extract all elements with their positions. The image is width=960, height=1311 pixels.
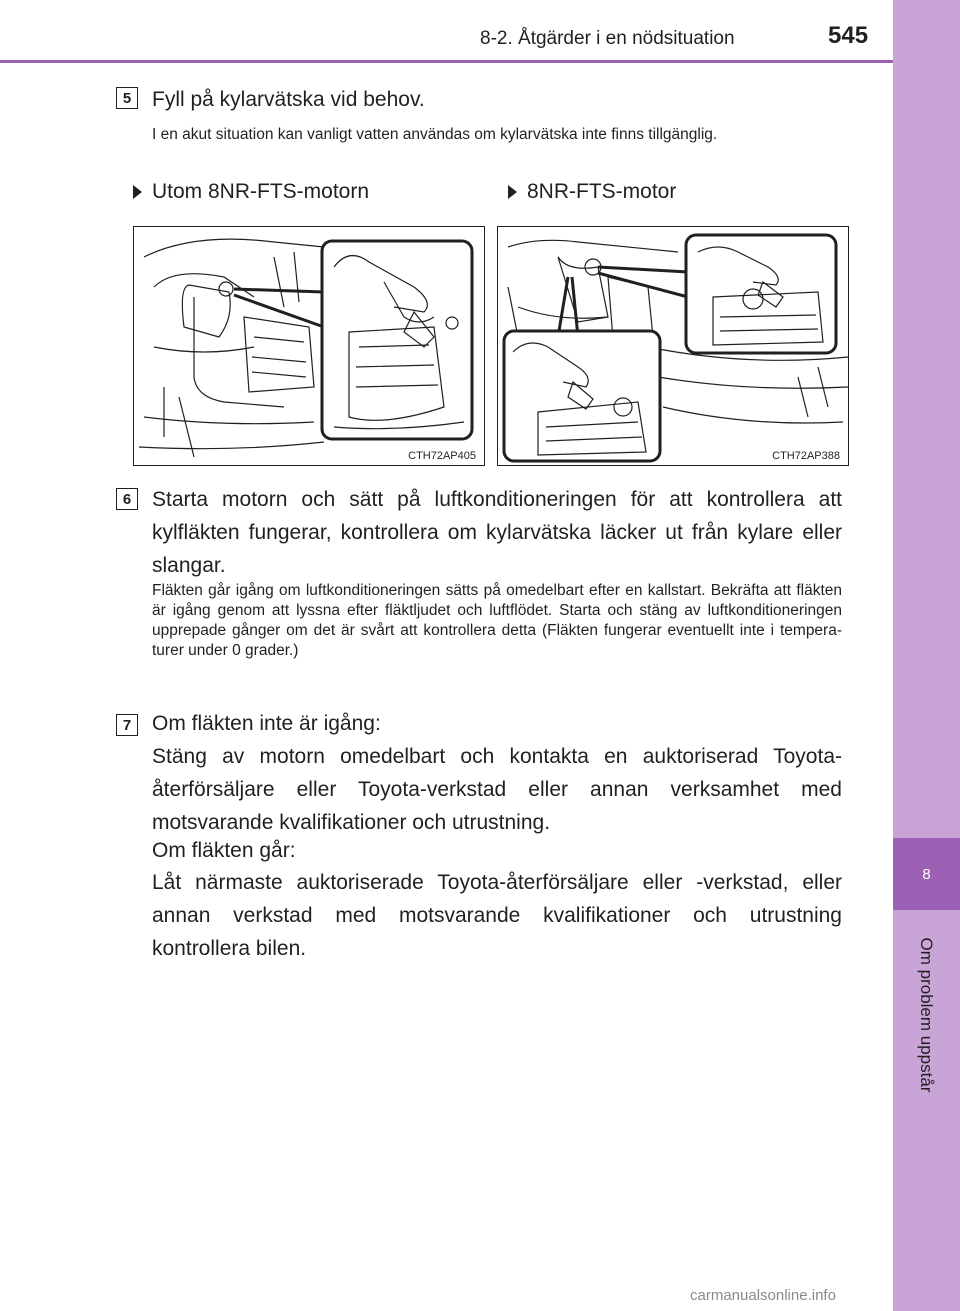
step-5-note: I en akut situation kan vanligt vatten användas om kylarvätska inte finns tillgänglig. — [152, 126, 718, 143]
step-badge-6: 6 — [116, 488, 138, 510]
triangle-bullet-icon — [133, 185, 142, 199]
figure-label-left — [133, 180, 369, 204]
step-7-action-off: Stäng av motorn omedelbart och kontakta en auktoriserad Toyota-återförsäljare eller Toyota-verkstad eller annan verksamhet med motsvarande kvalifikationer och utrustning. — [152, 745, 842, 834]
chapter-title: Om problem uppstår — [917, 937, 936, 1093]
figure-code-right: CTH72AP388 — [772, 450, 840, 462]
figure-label-right-text: 8NR-FTS-motor — [527, 180, 677, 203]
engine-illustration-left — [133, 226, 485, 466]
header-rule — [0, 60, 893, 63]
watermark: carmanualsonline.info — [690, 1287, 836, 1304]
page-number: 545 — [828, 22, 869, 49]
section-title: 8-2. Åtgärder i en nödsituation — [480, 28, 735, 49]
step-6-note: Fläkten går igång om luftkonditioneringen sätts på omedelbart efter en kallstart. Bekräfta att fläkten är igång genom att lyssna efter fläktljudet och luftflödet. Starta och stäng av luftkonditioneringen upprepade gånger om det är svårt att kontrollera detta (Fläkten fungerar eventuellt inte i tempera-turer under 0 grader.) — [152, 582, 842, 659]
triangle-bullet-icon — [508, 185, 517, 199]
step-6-text: Starta motorn och sätt på luftkonditioneringen för att kontrollera att kylfläkten fungerar, kontrollera om kylarvätska läcker ut från kylare eller slangar. — [152, 488, 842, 577]
figure-code-left: CTH72AP405 — [408, 450, 476, 462]
step-7-condition-on: Om fläkten går: — [152, 839, 296, 862]
coolant-reservoir-illustration — [498, 227, 849, 466]
figure-label-right — [508, 180, 676, 204]
engine-illustration-right — [497, 226, 849, 466]
step-badge-7: 7 — [116, 714, 138, 736]
step-badge-5: 5 — [116, 87, 138, 109]
figure-label-left-text: Utom 8NR-FTS-motorn — [152, 180, 370, 203]
chapter-sidebar — [893, 0, 960, 1311]
chapter-number-tab[interactable] — [893, 838, 960, 910]
step-7-action-on: Låt närmaste auktoriserade Toyota-återförsäljare eller -verkstad, eller annan verkstad med motsvarande kvalifikationer och utrustning kontrollera bilen. — [152, 871, 842, 960]
step-5-text: Fyll på kylarvätska vid behov. — [152, 88, 425, 111]
step-7-condition-off: Om fläkten inte är igång: — [152, 712, 381, 735]
coolant-reservoir-illustration — [134, 227, 485, 466]
chapter-number: 8 — [922, 865, 931, 883]
